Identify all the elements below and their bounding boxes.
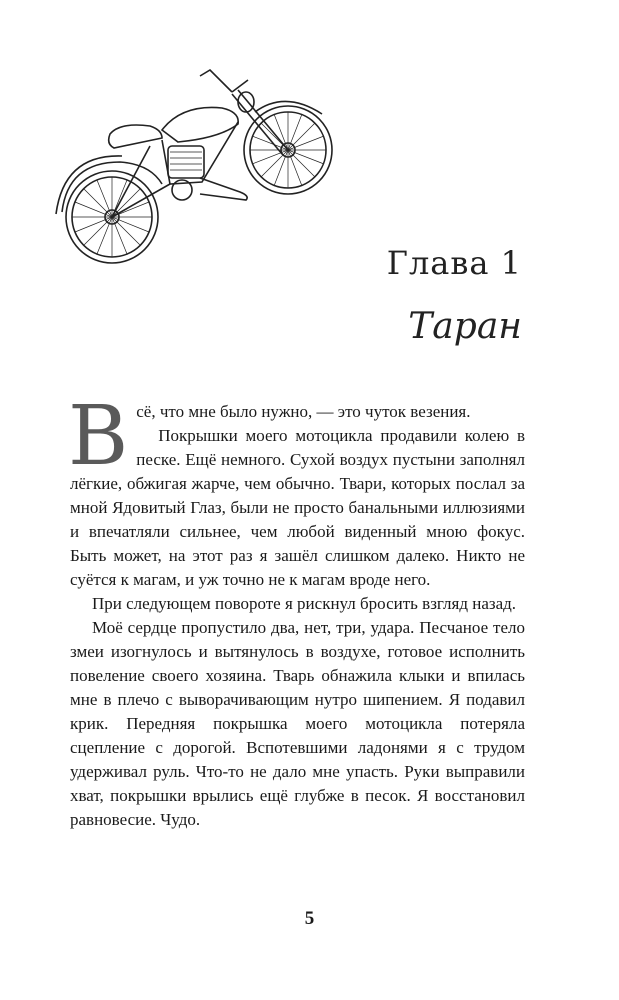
paragraph-3: При следующем повороте я рискнул бросить взгляд назад. (92, 594, 517, 613)
drop-cap: В (68, 389, 129, 484)
chapter-label: Глава 1 (386, 244, 522, 282)
paragraph-2: Покрышки моего мотоцикла продавили колею в песке. Ещё немного. Сухой воздух пустыни заполнял лёгкие, обжигая жарче, чем обычно. Твари, которых послал за мной Ядовитый Глаз, были не просто банальными иллюзиями и впечатляли сильнее, чем любой виденный мною фокус. Быть может, на этот раз я зашёл слишком далеко. Никто не суётся к магам, и уж точно не к магам вроде него. (70, 426, 525, 589)
chapter-title: Таран (408, 306, 522, 347)
paragraph-1-text: сё, что мне было нужно, — это чуток везения. (136, 402, 471, 421)
paragraph-1 (68, 389, 525, 484)
chapter-body (68, 389, 525, 832)
motorcycle-icon (50, 62, 340, 270)
paragraph-4: Моё сердце пропустило два, нет, три, удара. Песчаное тело змеи изогнулось и вытянулось в воздухе, готовое исполнить повеление своего хозяина. Тварь обнажила клыки и впилась мне в плечо с выворачивающим нутро шипением. Я подавил крик. Передняя покрышка моего мотоцикла потеряла сцепление с дорогой. Вспотевшими ладонями я с трудом удерживал руль. Что-то не дало мне упасть. Руки выправили хват, покрышки врылись ещё глубже в песок. Я восстановил равновесие. Чудо. (70, 618, 525, 829)
page-number: 5 (304, 908, 315, 929)
